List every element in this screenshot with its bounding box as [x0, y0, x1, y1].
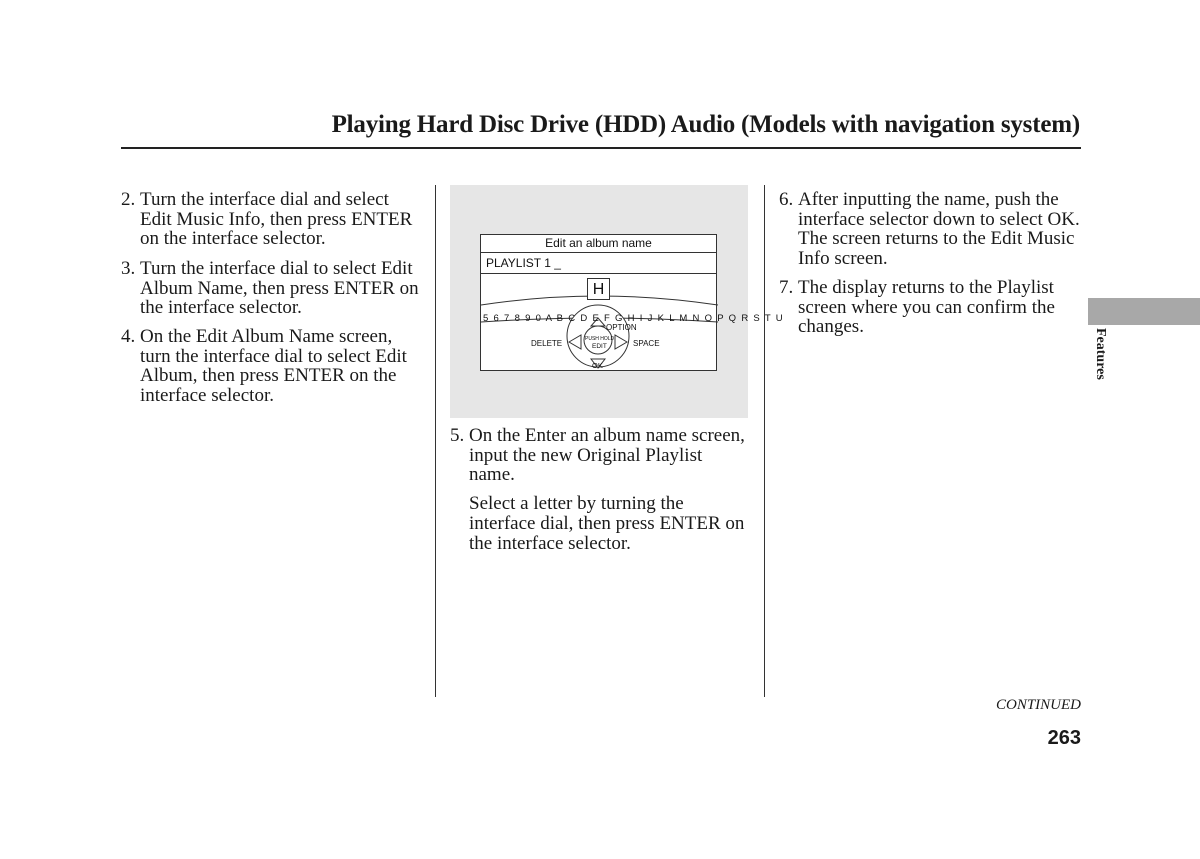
section-tab	[1088, 298, 1200, 325]
step-text-continued: Select a letter by turning the interface dial, then press ENTER on the interface selector.	[469, 493, 745, 554]
step-number: 5.	[450, 425, 465, 446]
step-text: The display returns to the Playlist screen where you can confirm the changes.	[798, 277, 1055, 338]
step-text: After inputting the name, push the interface selector down to select OK. The screen returns to the Edit Music Info screen.	[798, 189, 1080, 270]
enter-album-name-screen	[480, 234, 784, 371]
step-number: 3.	[121, 258, 136, 279]
step-text: Turn the interface dial and select Edit Music Info, then press ENTER on the interface selector.	[140, 189, 413, 250]
column-divider-right	[764, 185, 765, 697]
album-name-field: PLAYLIST 1 _	[481, 253, 716, 274]
page-title: Playing Hard Disc Drive (HDD) Audio (Models with navigation system)	[331, 111, 1080, 138]
page-number: 263	[1047, 727, 1081, 749]
step-number: 4.	[121, 326, 136, 347]
column-divider-left	[435, 185, 436, 697]
step-4	[121, 327, 421, 406]
space-label: SPACE	[633, 339, 660, 348]
step-text: Turn the interface dial to select Edit Album Name, then press ENTER on the interface selector.	[140, 258, 419, 319]
step-7	[779, 278, 1081, 337]
dial-graphic	[481, 235, 718, 372]
step-5	[450, 426, 748, 553]
step-3	[121, 259, 421, 318]
title-divider	[121, 147, 1081, 149]
section-label: Features	[1093, 328, 1108, 380]
option-label: OPTION	[606, 323, 637, 332]
step-2	[121, 190, 421, 249]
step-6	[779, 190, 1081, 269]
push-hold-label: PUSH HOLD	[585, 336, 615, 342]
character-row: 5 6 7 8 9 0 A B C D E F G H I J K L M N O P Q R S T U	[483, 313, 784, 324]
step-text: On the Enter an album name screen, input the new Original Playlist name.	[469, 425, 745, 486]
step-number: 2.	[121, 189, 136, 210]
edit-label: EDIT	[592, 343, 607, 350]
continued-note: CONTINUED	[995, 697, 1081, 713]
screen-title: Edit an album name	[481, 235, 716, 253]
step-text: On the Edit Album Name screen, turn the interface dial to select Edit Album, then press ENTER on the interface selector.	[140, 326, 407, 407]
ok-label: OK	[592, 361, 603, 370]
delete-label: DELETE	[531, 339, 563, 348]
step-number: 7.	[779, 277, 794, 298]
step-number: 6.	[779, 189, 794, 210]
selected-letter: H	[587, 278, 610, 300]
